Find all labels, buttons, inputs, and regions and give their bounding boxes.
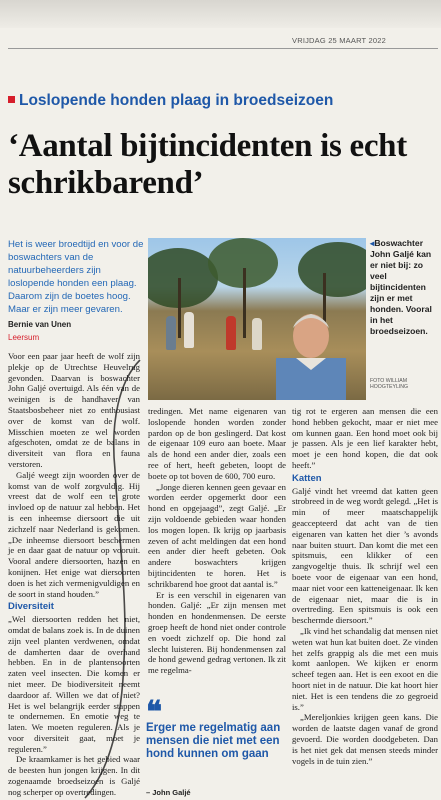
paragraph: „Mereljonkies krijgen geen kans. Die worden de laatste dagen vanaf de grond gevoerd. Die worden doodgebeten. Dan is het niet gek dat mensen steeds minder vogels in de tuin zien.”: [292, 712, 438, 766]
column-2: [148, 406, 286, 676]
tree-trunk: [178, 278, 181, 338]
photo-credit: FOTO WILLIAM HOOGTEYLING: [370, 378, 409, 390]
paragraph: „Jonge dieren kennen geen gevaar en worden eerder opgemerkt door een hond en opgejaagd”, zegt Galjé. „Er zijn voldoende gebieden waar honden los mogen lopen. Ik krijg op jaarbasis zeven of acht meldingen dat een hond een ander dier heeft gebeten. Ook andere boswachters krijgen bijtincidenten te horen. Het is schrikbarend hoe groot dat aantal is.”: [148, 481, 286, 589]
paragraph: Galjé vindt het vreemd dat katten geen strobreed in de weg wordt gelegd. „Het is min of meer maatschappelijk geaccepteerd dat acht van de tien eigenaren van katten het dier ’s avonds naar buiten stuurt. Dan komt die met een spitsmuis, een klikker of een zangvogeltje thuis. Ik schrijf wel een boete voor de eigenaar van een hond, maar niet voor een katteneigenaar. Ik ken de eigenaar niet, maar die is in overtreding. Een spitsmuis is ook een beschermde diersoort.”: [292, 485, 438, 626]
paragraph: tredingen. Met name eigenaren van loslopende honden worden zonder pardon op de bon geslingerd. Dat kost de eigenaar 109 euro aan boete. Maar als de hond een ander dier, zoals een ree of hert, heeft gebeten, loopt de boete op tot boven de 600, 700 euro.: [148, 406, 286, 481]
byline-author: Bernie van Unen: [8, 320, 72, 329]
article-headline: ‘Aantal bijtincidenten is echt schrikbarend’: [8, 128, 407, 201]
quote-marks-icon: ❝: [146, 696, 163, 729]
article-intro: Het is weer broedtijd en voor de boswachters van de natuurbeheerders zijn loslopende honden een plaag. Daarom zijn de boetes hoog. Maar er zijn meer gevaren.: [8, 239, 144, 315]
page-date: VRIJDAG 25 MAART 2022: [292, 36, 386, 45]
paragraph: Voor een paar jaar heeft de wolf zijn plekje op de Utrechtse Heuvelrug gevonden. Daarvan is boswachter John Galjé overtuigd. Als één van de weinigen is de handhaver van Staatsbosbeheer niet zo enthousiast over de komst van de wolf. Misschien moeten ze wel worden afgeschoten, omdat ze de balans in diversiteit van flora en fauna verstoren.: [8, 351, 140, 469]
article-photo: [148, 238, 366, 400]
subheading-diversiteit: Diversiteit: [8, 601, 54, 613]
boswachter-portrait: [276, 300, 346, 400]
walker-figure: [252, 318, 262, 350]
kicker-square-icon: [8, 96, 15, 103]
pull-quote-source: – John Galjé: [146, 788, 191, 797]
paragraph: „Wel diersoorten redden het niet, omdat de balans zoek is. In de duinen zijn veel planten verdwenen, omdat de damherten daar de overhand hebben. En in de plantensoorten zaten veel insecten. Die komen er niet meer. De biodiversiteit neemt daardoor af. Willen we dat of niet? Het is wel belangrijk eerder stappen te ondernemen. En emotie weg te laten. We moeten reguleren. Als je voor diversiteit gaat, moet je reguleren.”: [8, 614, 140, 754]
caption-arrow-icon: ◂: [370, 238, 375, 248]
paragraph: Galjé weegt zijn woorden over de komst van de wolf zorgvuldig. Hij vreest dat de wolf een te grote invloed op de natuur zal hebben. Het is een inheemse diersoort die uit zichzelf naar Nederland is gekomen. „De inheemse diersoort beschermen je en daar gaat de natuur op vooruit. Vooral andere diersoorten, hazen en konijnen. Het enige wat diersoorten doen is het zich vermenigvuldigen en de soort in stand houden.”: [8, 469, 140, 599]
tree-canopy: [298, 242, 366, 297]
tree-canopy: [148, 248, 218, 308]
paragraph: De kraamkamer is het gebied waar de beesten hun jongen krijgen. In dit zogenaamde broedseizoen is Galjé nog scherper op overtredingen.: [8, 754, 140, 797]
photo-caption: [370, 238, 438, 337]
paragraph: „Ik vind het schandalig dat mensen niet weten wat hun kat buiten doet. Ze vinden het zelfs grappig als die met een muis komt aanlopen. We kijken er enorm scheef tegen aan. Het is een exoot en die hoort niet in de natuur. Die kat hoort hier niet. Het is een tendens die zo gegroeid is.”: [292, 625, 438, 712]
walker-figure: [184, 312, 194, 348]
column-1: [8, 351, 140, 798]
header-rule: [8, 48, 438, 49]
byline: [8, 320, 144, 342]
article-kicker: [8, 92, 438, 110]
walker-figure: [166, 316, 176, 350]
column-3: [292, 406, 438, 766]
paragraph: Er is een verschil in eigenaren van honden. Galjé: „Er zijn mensen met honden en hondenmensen. De eerste groep heeft de hond niet onder controle en voedt zichzelf op. Die hond zal slecht luisteren. Bij hondenmensen zal de hond gewend gedrag vertonen. Ik zit me regelma-: [148, 589, 286, 676]
pull-quote-text: Erger me regelmatig aan mensen die niet met een hond kunnen om gaan: [146, 722, 281, 760]
tree-trunk: [243, 268, 246, 338]
byline-place: Leersum: [8, 333, 40, 342]
paragraph: tig rot te ergeren aan mensen die een hond hebben gekocht, maar er niet mee om kunnen gaan. Een hond moet ook bij je passen. Als je een lief karakter hebt, moet je een hond kopen, die dat ook heeft.”: [292, 406, 438, 470]
kicker-text: Loslopende honden plaag in broedseizoen: [19, 92, 334, 109]
page-top-shadow: [0, 0, 441, 28]
subheading-katten: Katten: [292, 472, 322, 484]
pull-quote: [146, 696, 290, 761]
walker-figure: [226, 316, 236, 350]
caption-text: Boswachter John Galjé kan er niet bij: zo veel bijtincidenten zijn er met honden. Vooral in het broedseizoen.: [370, 238, 432, 336]
